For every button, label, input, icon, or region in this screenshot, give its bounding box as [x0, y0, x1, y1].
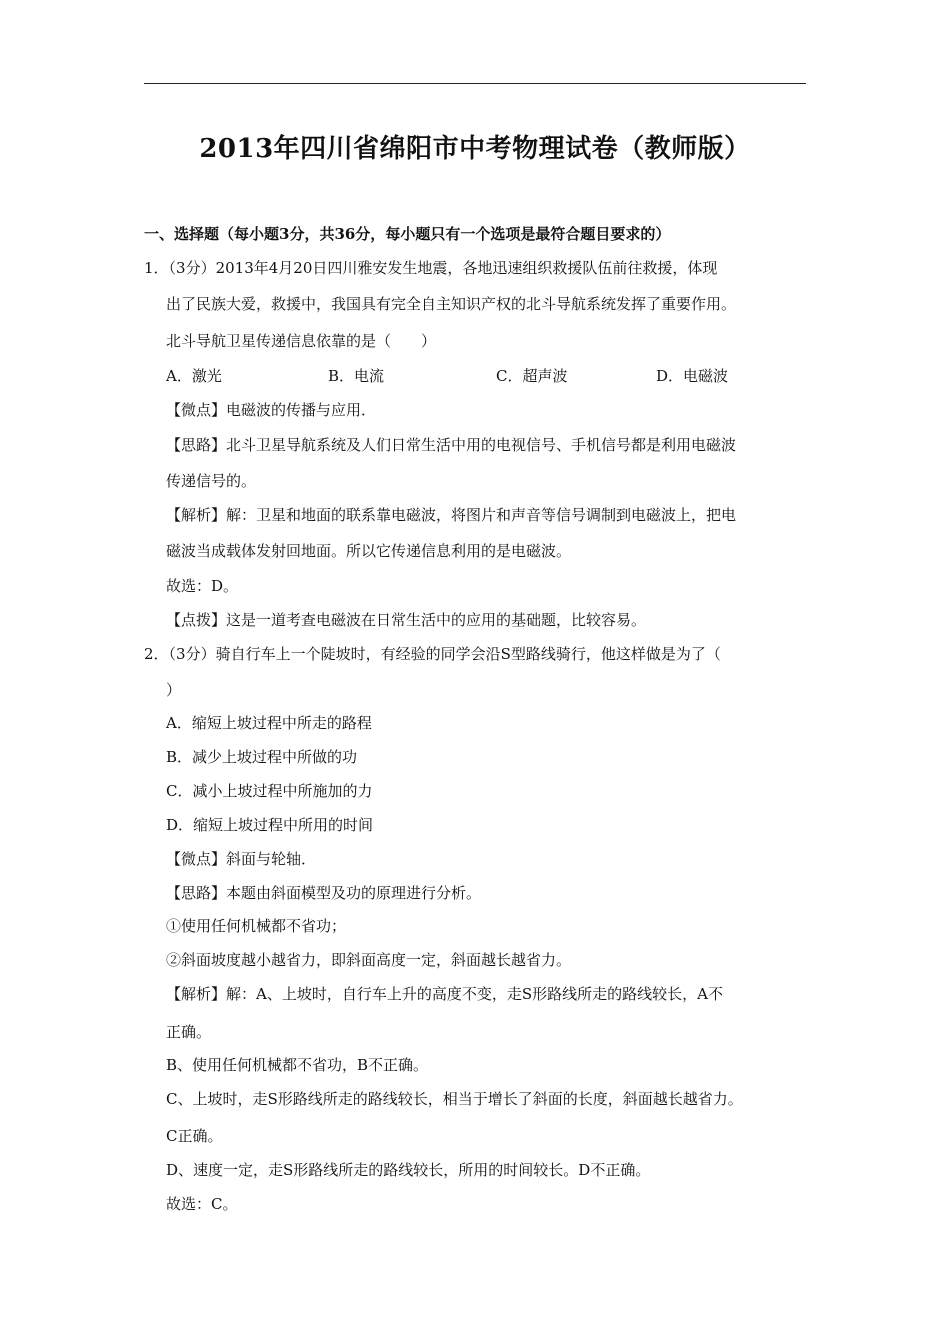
q2-answer: 故选：C。 — [166, 1195, 238, 1213]
q2-point1: ①使用任何机械都不省功； — [166, 917, 347, 935]
q2-stem-line1: 2．（3分）骑自行车上一个陡坡时，有经验的同学会沿S型路线骑行，他这样做是为了（ — [144, 645, 721, 663]
q1-option-b: B．电流 — [328, 367, 385, 385]
q1-answer: 故选：D。 — [166, 577, 239, 595]
q1-dianbo: 【点拨】这是一道考查电磁波在日常生活中的应用的基础题，比较容易。 — [166, 611, 647, 629]
q1-stem-line3: 北斗导航卫星传递信息依靠的是（ ） — [166, 332, 437, 350]
section-heading: 一、选择题（每小题3分，共36分，每小题只有一个选项是最符合题目要求的） — [144, 225, 671, 243]
q2-jiexi-line1: 【解析】解：A、上坡时，自行车上升的高度不变，走S形路线所走的路线较长，A不 — [166, 985, 723, 1003]
q1-option-a: A．激光 — [166, 367, 222, 385]
q2-jiexi-c-line2: C正确。 — [166, 1127, 223, 1145]
q1-silu-line1: 【思路】北斗卫星导航系统及人们日常生活中用的电视信号、手机信号都是利用电磁波 — [166, 436, 737, 454]
q2-jiexi-line2: 正确。 — [166, 1023, 212, 1041]
q1-stem-line1: 1．（3分）2013年4月20日四川雅安发生地震，各地迅速组织救援队伍前往救援，体现 — [144, 259, 718, 277]
q2-jiexi-c-line1: C、上坡时，走S形路线所走的路线较长，相当于增长了斜面的长度，斜面越长越省力。 — [166, 1090, 743, 1108]
q2-point2: ②斜面坡度越小越省力，即斜面高度一定，斜面越长越省力。 — [166, 951, 572, 969]
q2-option-a: A．缩短上坡过程中所走的路程 — [166, 714, 372, 732]
q2-option-c: C．减小上坡过程中所施加的力 — [166, 782, 373, 800]
q2-stem-line2: ） — [166, 681, 182, 699]
q1-option-c: C．超声波 — [496, 367, 568, 385]
q2-option-d: D．缩短上坡过程中所用的时间 — [166, 816, 374, 834]
q2-silu: 【思路】本题由斜面模型及功的原理进行分析。 — [166, 884, 482, 902]
q1-jiexi-line2: 磁波当成载体发射回地面。所以它传递信息利用的是电磁波。 — [166, 542, 572, 560]
q1-option-d: D．电磁波 — [656, 367, 729, 385]
q1-silu-line2: 传递信号的。 — [166, 472, 257, 490]
q2-weidian: 【微点】斜面与轮轴． — [166, 850, 317, 868]
q1-stem-line2: 出了民族大爱，救援中，我国具有完全自主知识产权的北斗导航系统发挥了重要作用。 — [166, 295, 737, 313]
q1-weidian: 【微点】电磁波的传播与应用． — [166, 401, 377, 419]
q2-jiexi-d: D、速度一定，走S形路线所走的路线较长，所用的时间较长。D不正确。 — [166, 1161, 651, 1179]
page-title: 2013年四川省绵阳市中考物理试卷（教师版） — [199, 134, 751, 164]
q1-jiexi-line1: 【解析】解：卫星和地面的联系靠电磁波，将图片和声音等信号调制到电磁波上，把电 — [166, 506, 737, 524]
q2-jiexi-b: B、使用任何机械都不省功，B不正确。 — [166, 1056, 429, 1074]
header-rule — [144, 83, 806, 84]
q2-option-b: B．减少上坡过程中所做的功 — [166, 748, 358, 766]
